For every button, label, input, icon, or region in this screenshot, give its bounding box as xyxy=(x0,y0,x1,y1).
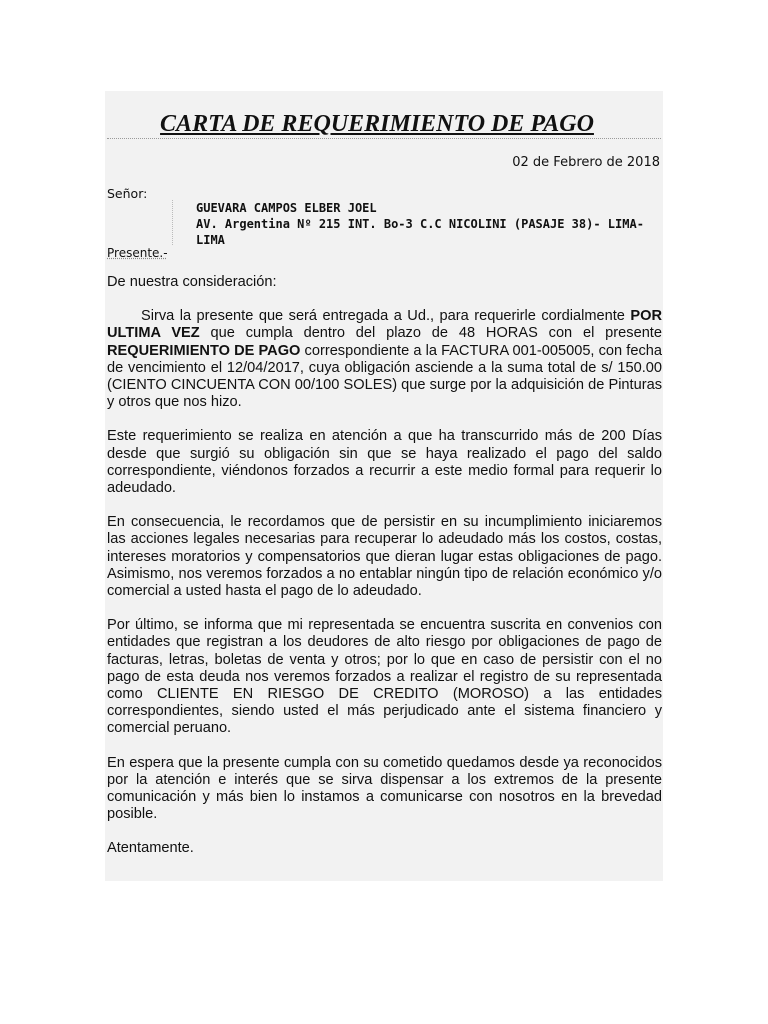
greeting: De nuestra consideración: xyxy=(107,274,277,290)
letter-title: CARTA DE REQUERIMIENTO DE PAGO xyxy=(160,111,594,137)
p1-text-e: correspondiente a la FACTURA 001-005005, con fecha de vencimiento el 12/04/2017, cuya obligación asciende a la suma total de s/ 150.00 (CIENTO CINCUENTA CON 00/100 SOLES) que surge por la adquisición de Pinturas y otros que nos hizo. xyxy=(107,342,662,411)
recipient-name: GUEVARA CAMPOS ELBER JOEL xyxy=(196,201,377,215)
p1-text-a: Sirva la presente que será entregada a Ud., para requerirle cordialmente xyxy=(141,308,631,325)
recipient-block xyxy=(196,200,658,248)
address-field-border xyxy=(172,200,174,245)
paragraph-1 xyxy=(107,308,662,411)
salutation-label: Señor: xyxy=(107,186,148,201)
paragraph-3: En consecuencia, le recordamos que de persistir en su incumplimiento iniciaremos las acciones legales necesarias para recuperar lo adeudado más los costos, costas, intereses moratorios y compensatorios que dieran lugar estas obligaciones de pago. Asimismo, nos veremos forzados a no entablar ningún tipo de relación económico y/o comercial a usted hasta el pago de lo adeudado. xyxy=(107,514,662,600)
presente-label: Presente.- xyxy=(107,246,168,260)
letter-body xyxy=(107,274,662,875)
closing: Atentamente. xyxy=(107,840,194,857)
letter-date: 02 de Febrero de 2018 xyxy=(512,155,660,170)
p1-por-ultima-vez: POR ULTIMA VEZ xyxy=(107,308,662,342)
p1-requerimiento: REQUERIMIENTO DE PAGO xyxy=(107,342,301,359)
recipient-address: AV. Argentina Nº 215 INT. Bo-3 C.C NICOLINI (PASAJE 38)- LIMA-LIMA xyxy=(196,217,644,247)
p1-text-c: que cumpla dentro del plazo de 48 HORAS con el presente xyxy=(199,325,662,342)
paragraph-2: Este requerimiento se realiza en atención a que ha transcurrido más de 200 Días desde que surgió su obligación sin que se haya realizado el pago del saldo correspondiente, viéndonos forzados a recurrir a este medio formal para requerir lo adeudado. xyxy=(107,428,662,497)
paragraph-5: En espera que la presente cumpla con su cometido quedamos desde ya reconocidos por la atención e interés que se sirva dispensar a los extremos de la presente comunicación y más bien lo instamos a comunicarse con nosotros en la brevedad posible. xyxy=(107,754,662,823)
title-divider xyxy=(107,138,661,139)
paragraph-4: Por último, se informa que mi representada se encuentra suscrita en convenios con entidades que registran a los deudores de alto riesgo por obligaciones de pago de facturas, letras, boletas de venta y otros; por lo que en caso de persistir con el no pago de esta deuda nos veremos forzados a realizar el registro de su representada como CLIENTE EN RIESGO DE CREDITO (MOROSO) a las entidades correspondientes, siendo usted el más perjudicado ante el sistema financiero y comercial peruano. xyxy=(107,617,662,737)
